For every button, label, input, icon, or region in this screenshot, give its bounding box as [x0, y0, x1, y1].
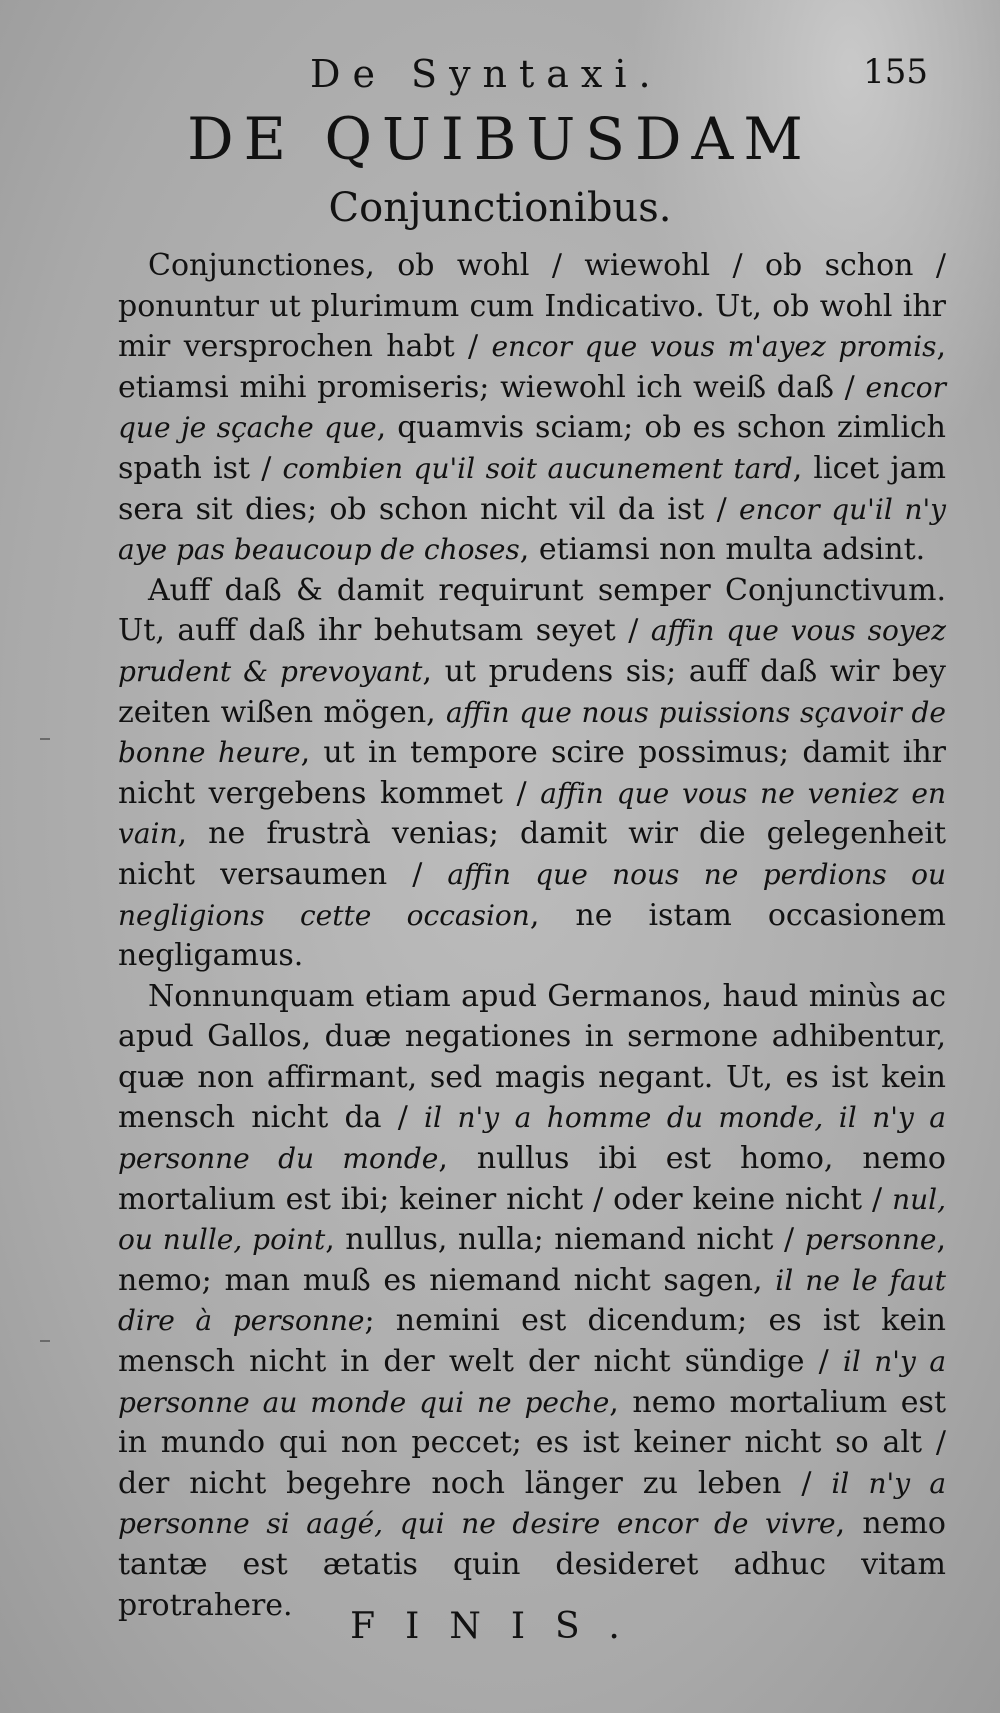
french-gloss: il n'y a personne au monde qui ne peche [118, 1345, 947, 1419]
text-segment: , ut prudens sis; auff daß wir bey zeiten wißen mögen, [118, 653, 946, 730]
text-segment: , nemo tantæ est ætatis quin desideret adhuc vitam protrahere. [118, 1506, 946, 1623]
text-segment: Auff daß & damit requirunt semper Conjunctivum. Ut, auff daß ihr behutsam seyet / [118, 572, 946, 649]
french-gloss: affin que vous soyez prudent & prevoyant [118, 614, 946, 688]
french-gloss: nul, ou nulle, point [118, 1182, 946, 1257]
french-gloss: encor qu'il n'y aye pas beaucoup de choses [118, 492, 946, 567]
french-gloss: encor que vous m'ayez promis [491, 330, 937, 364]
french-gloss: il ne le faut dire à personne [118, 1263, 946, 1338]
french-gloss: encor que je sçache que [118, 370, 946, 445]
running-head [0, 52, 1000, 102]
margin-mark [40, 1340, 50, 1342]
french-gloss: affin que nous puissions sçavoir de bonne heure [118, 695, 946, 770]
french-gloss: affin que nous ne perdions ou negligions cette occasion [118, 857, 946, 932]
text-segment: , nullus, nulla; niemand nicht / [325, 1222, 805, 1258]
page-number: 155 [863, 52, 928, 92]
text-segment: , ne frustrà venias; damit wir die gelegenheit nicht versaumen / [118, 816, 946, 892]
text-segment: , ut in tempore scire possimus; damit ihr nicht vergebens kommet / [118, 735, 946, 811]
french-gloss: il n'y a personne si aagé, qui ne desire encor de vivre [118, 1466, 947, 1541]
text-segment: Nonnunquam etiam apud Germanos, haud minùs ac apud Gallos, duæ negationes in sermone adhibentur, quæ non affirmant, sed magis negant. Ut, es ist kein mensch nicht da / [118, 978, 946, 1136]
text-segment: , nemo mortalium est in mundo qui non peccet; es ist keiner nicht so alt / der nicht begehre noch länger zu leben / [118, 1384, 947, 1501]
french-gloss: il n'y a homme du monde, il n'y a personne du monde [118, 1101, 946, 1176]
text-segment: , nullus ibi est homo, nemo mortalium est ibi; keiner nicht / oder keine nicht / [118, 1141, 946, 1217]
text-segment: , quamvis sciam; ob es schon zimlich spath ist / [118, 410, 946, 486]
finis-colophon: FINIS. [350, 1606, 650, 1647]
paragraph-3 [118, 977, 946, 1627]
text-segment: , ne istam occasionem negligamus. [118, 897, 946, 974]
text-segment: , nemo; man muß es niemand nicht sagen, [118, 1222, 946, 1298]
section-heading: DE QUIBUSDAM [187, 105, 813, 173]
paragraph-1 [118, 246, 946, 571]
text-segment: , etiamsi non multa adsint. [519, 532, 926, 568]
body-text [118, 246, 946, 1626]
french-gloss: personne [804, 1223, 937, 1257]
text-segment: Conjunctiones, ob wohl / wiewohl / ob schon / ponuntur ut plurimum cum Indicativo. Ut, ob wohl ihr mir versprochen habt / [118, 248, 946, 365]
text-segment: ; nemini est dicendum; es ist kein mensch nicht in der welt der nicht sündige / [118, 1303, 946, 1380]
text-segment: , etiamsi mihi promiseris; wiewohl ich weiß daß / [118, 329, 946, 405]
margin-mark [40, 738, 50, 740]
running-head-title: De Syntaxi. [310, 52, 663, 96]
text-segment: , licet jam sera sit dies; ob schon nicht vil da ist / [118, 450, 946, 527]
section-subheading: Conjunctionibus. [328, 185, 672, 231]
french-gloss: affin que vous ne veniez en vain [118, 776, 946, 851]
paragraph-2 [118, 571, 946, 977]
french-gloss: combien qu'il soit aucunement tard [282, 451, 793, 485]
